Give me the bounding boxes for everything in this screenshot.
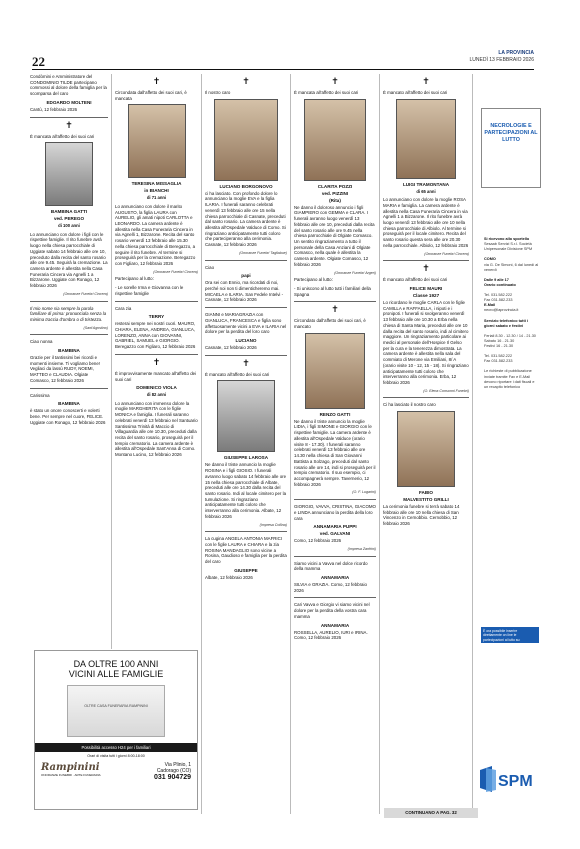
column-2 [115, 74, 198, 461]
ad-headline: DA OLTRE 100 ANNI [73, 659, 159, 669]
ad-address: Via Plinio, 1 [164, 762, 191, 768]
column-1 [30, 74, 108, 428]
column-divider [379, 74, 380, 814]
notice-text: Cari Vavva e Giorgio vi siamo vicini nel dolore per la perdita della vostra cara mamma [294, 602, 370, 619]
divider [383, 397, 469, 398]
office-address: via G. De Simoni, 6 dal lunedì al venerdì [484, 262, 539, 272]
spm-logo-text: SPM [498, 773, 533, 790]
notice-signature: Cantù, 12 febbraio 2026 [30, 106, 78, 112]
paper-name: LA PROVINCIA [498, 50, 534, 56]
notice-text: Siamo vicini a Vavva nel dolce ricordo della mamma [294, 560, 368, 572]
notice-text: Condòmini e Amministratore del CONDOMINIO TILDE partecipano commossi al dolore della famiglia per la scomparsa del caro [30, 74, 107, 97]
notice-intro: È mancato all'affetto dei suoi cari [383, 277, 448, 283]
deceased-photo [128, 104, 186, 178]
notice-signature: ROSSELLA, AURELIO, IURI e IRINA. Como, 12 febbraio 2026 [294, 629, 368, 641]
deceased-name: LUIGI TRAMONTANA [402, 181, 450, 187]
ad-headline-2: VICINI ALLE FAMIGLIE [68, 669, 164, 679]
notice-text: Ne danno il doloroso annuncio i figli GIAMPIERO con GEMMA e CLARA. I funerali avranno luogo venerdì 13 febbraio alle ore 10, preceduti dalla recita del santo rosario alle ore 9.45 nella chiesa parrocchiale di Olgiate Comasco. Un sentito ringraziamento a tutto il personale della Casa Anziani di Olgiate Comasco, nella quale è allestita la camera ardente. Olgiate Comasco, 12 febbraio 2026 [294, 204, 375, 267]
column-3 [205, 74, 287, 584]
deceased-age: di 71 anni [146, 195, 167, 201]
phone[interactable]: Tel. 031.582.222 [484, 293, 513, 297]
deceased-surname: in BIANCHI [144, 188, 169, 194]
times-saturday: Sabato 16 - 21.30 [484, 338, 515, 343]
funeral-agency: (Onoranze Funebri Argeri) [334, 270, 376, 275]
notice-intro: È mancato all'affetto dei suoi cari [205, 371, 270, 377]
phone-service-title: Servizio telefonico tutti i giorni sabato e festivi [484, 318, 528, 328]
deceased-photo [45, 142, 93, 206]
issue-date: LUNEDÌ 13 FEBBRAIO 2026 [469, 56, 534, 63]
funeral-agency: (O. F. Lugarini) [352, 490, 376, 495]
notice-signature: Albate, 12 febbraio 2026 [205, 574, 253, 580]
notice-signature: Como, 12 febbraio 2026 [294, 538, 342, 544]
spm-logo [478, 764, 542, 794]
ad-brand-sub: ONORANZE FUNEBRI · ARTE FUNERARIA [41, 773, 101, 777]
ad-phone: 031 904729 [154, 774, 191, 781]
cross-icon: ✝ [242, 77, 250, 87]
divider [30, 117, 108, 118]
online-note: È ora possibile inserire direttamente on line le partecipazioni al lutto su: [481, 627, 539, 643]
participation-label: Partecipano al lutto: [294, 277, 333, 283]
notice-signature: Casnate, 12 febbraio 2026 [205, 344, 257, 350]
divider [383, 260, 469, 261]
divider [294, 499, 376, 500]
masthead [470, 50, 534, 63]
deceased-class: Classe 1927 [412, 292, 440, 298]
funeral-home-ad [34, 650, 198, 810]
notice-text: Lo ricordano le moglie CARLA con le figlie CAMILLA e RAFFAELLA, i nipoti e i pronipoti. I funerali si svolgeranno venerdì 13 febbraio alle ore 10.30 a Erba nella chiesa di Santa Maria, preceduti alle ore 10 dalla recita del santo rosario, indi al cimitero maggiore. Un ringraziamento particolare ai medici al personale dell'Hospice Il Gelso per la cura e la tenerezza dimostrata. La camera ardente è allestita nella sala del commiato di Merone via Emiliani, 8/ A (orario visite 10 - 12, 15 - 18). Si ringraziano anticipatamente tutti coloro che interverranno alla cerimonia. Erba, 12 febbraio 2026 [383, 299, 469, 385]
notice-intro: Cara zia [115, 305, 132, 311]
ad-hours: Orari di visita tutti i giorni 8:00-18:00 [87, 754, 145, 758]
ad-brand: Rampinini [41, 762, 100, 773]
contact-info [484, 237, 539, 395]
deceased-name: DOMENICO VIOLA [136, 385, 177, 391]
divider [205, 531, 287, 532]
continue-link[interactable]: CONTINUANO A PAG. 32 [384, 808, 478, 818]
ad-city: Cadorago (CO) [156, 768, 191, 774]
deceased-name: TERRY [148, 314, 165, 320]
divider [294, 597, 376, 598]
notice-text: La cugina ANGELA ANTONIA MAFRICI con le figlie LAURA e CHIARA e la zia ROSINA MANDAGLIO sono vicine a Rosina, Gaudioso e famiglia per la perdita del caro [205, 536, 287, 565]
deceased-age: di 100 anni [58, 223, 80, 229]
email-link[interactable]: necro@laprovincia.it [484, 308, 519, 313]
deceased-name: TERESINA MISSAGLIA [131, 181, 182, 187]
notice-text: Lo annunciano con dolore i figli con le rispettive famiglie. Il rito funebre avrà luogo nella chiesa parrocchiale di Uggiate sabato 14 febbraio alle ore 10, preceduto dalla recita del santo rosario alle ore 9.45. Seguirà la cremazione. La camera ardente è allestita nella Casa Funeraria Cincera via Agnelli 1 a Bizzarone. Uggiate con Ronago, 12 febbraio 2026 [30, 231, 108, 289]
office-hours: Dalle 9 alle 17 [484, 277, 509, 282]
column-divider [290, 74, 291, 814]
requests-note: Le richieste di pubblicazione inviate tramite Fax e E-Mail devono riportare i dati fiscali e un recapito telefonico [484, 369, 535, 389]
notice-text: Ne danno il triste annuncio la moglie LIDIA, i figli SIMONE e GIORGIO con le rispettive famiglie. La camera ardente è allestita all'Ospedale Valduce (orario visite 8 - 17.30). I funerali saranno celebrati venerdì 13 febbraio alle ore 14.30 nella chiesa di San Giovanni Battista a Solzago, preceduti dal santo rosario alle ore 14, indi si proseguirà per il tempio crematorio. Il suo esempio, ci accompagnerà sempre. Tavernerio, 12 febbraio 2026 [294, 418, 376, 487]
cross-icon: ✝ [152, 77, 161, 87]
divider [294, 556, 376, 557]
notice-intro: Carissima [30, 392, 50, 398]
fax: Fax 031.582.233 [484, 298, 513, 303]
deceased-name: GIUSEPPE LAROSA [223, 455, 269, 461]
deceased-photo [214, 99, 278, 181]
deceased-photo [305, 333, 365, 409]
notice-text: resterai sempre nei nostri cuori. MAURO, CHIARA, ELENA, ANDREA, GIANLUCA, LORENZO, ANNA con GIOVANNI, GABRIEL, SAMUEL e GIORGIO. Beregazzo con Figliaro, 12 febbraio 2026 [115, 321, 196, 350]
notice-intro: Circondato dall'affetto dei suoi cari, è mancato [294, 318, 366, 330]
divider [205, 260, 287, 261]
deceased-name: papi [241, 273, 251, 279]
participation-text: - Le sorelle Irma e Giovanna con le rispettive famiglie [115, 285, 184, 296]
notice-text: ci ha lasciato. Con profondo dolore lo annunciano la moglie EVA e la figlia ILARIA. I funerali saranno celebrati venerdì 13 febbraio alle ore 15 nella chiesa parrocchiale di Casnate, preceduti dal santo rosario. La camera ardente è allestita all'Ospedale Valduce di Como. Si ringraziano anticipatamente tutti coloro che parteciperanno alla cerimonia. Casnate, 12 febbraio 2026 [205, 190, 286, 248]
funeral-home-image [67, 685, 165, 737]
notice-text: Grazie per il tantissimi bei ricordi e momenti insieme. Ti vogliamo bene! Vegliaci da lassù RUDY, NOEMI, MATTEO e CLAUDIA. Olgiate Comasco, 12 febbraio 2026 [30, 355, 101, 383]
notice-text: Lo annunciano con immenso dolore la moglie MARGHERITA con le figlie MONICA e famiglia. I funerali saranno celebrati venerdì 13 febbraio nel Santuario Santissima Trinità di Maccio di Villaguardia alle ore 10.30, preceduti dalla recita del santo rosario, proseguirà per il tempio crematorio. La camera ardente è allestita all'Ospedale Sant'Anna di Como. Montano Lucino, 12 febbraio 2026 [115, 400, 198, 458]
office-city: COMO [484, 257, 496, 262]
deceased-name: FABIO [418, 490, 434, 496]
notice-intro: È improvvisamente mancato all'affetto dei suoi cari [115, 370, 197, 382]
cross-icon: ✝ [422, 77, 430, 87]
notice-intro: È mancato all'affetto dei suoi cari [383, 90, 448, 95]
deceased-photo [397, 411, 455, 487]
funeral-agency: (Onoranze Funebri Cincera) [424, 251, 469, 256]
funeral-agency: (O. Elena Consonni Funebri) [423, 388, 469, 393]
divider [30, 388, 108, 389]
notice-intro: Circondata dall'affetto dei suoi cari, è mancata [115, 90, 187, 101]
column-divider [111, 74, 112, 649]
fax-2: Fax 031.582.233 [484, 359, 513, 364]
deceased-name: BAMBINA GATTI [50, 209, 88, 215]
reception-text: Sesaab Servizi S.r.l. Società Unipersonale Divisione SPM [484, 242, 533, 252]
header-rule [32, 69, 534, 70]
participation-label: Partecipano al lutto: [115, 276, 154, 282]
cross-icon: ✝ [331, 77, 339, 87]
participation-text: - Si uniscono al lutto tutti i familiari della Spagna [294, 285, 371, 297]
funeral-agency: (Onoranze Funebri Tagliabue) [239, 250, 287, 255]
funeral-agency: (Onoranze Funebri Cincera) [63, 291, 108, 296]
notice-text: è stato un onore conoscerti e volerti bene. Per sempre nel cuore, FELICE. Uggiate con Ronago, 12 febbraio 2026 [30, 408, 106, 425]
notice-intro: Ciao [205, 264, 215, 270]
funeral-agency: (Onoranze Funebri Cincera) [153, 269, 198, 274]
section-title-box [481, 108, 541, 188]
cross-icon: ✝ [152, 357, 161, 368]
deceased-age: di 65 anni [416, 188, 436, 194]
cross-icon: ✝ [242, 358, 250, 369]
deceased-nickname: (Rita) [329, 197, 341, 203]
notice-intro: È mancata all'affetto dei suoi cari [30, 133, 95, 139]
section-title: NECROLOGIE E PARTECIPAZIONI AL LUTTO [484, 123, 538, 144]
deceased-name: ANNAMARIA [320, 574, 350, 580]
deceased-name: EDOARDO MOLTENI [46, 99, 92, 105]
deceased-photo [217, 380, 275, 452]
column-divider [201, 74, 202, 814]
times-holiday: Festivi 16 - 21.30 [484, 344, 514, 348]
deceased-name: RENZO GATTI [319, 411, 351, 417]
notice-text: GIANNI e MARIAGRAZIA con GIANLUCA, FRANCESCA e figlia sono affettuosamente vicini a EVA e ILARIA nel dolore per la perdita del loro caro [205, 312, 287, 335]
notice-text: Lo annunciano con dolore il marito AUGUSTO, la figlia LAURA con AURELIO, gli amati nipoti CARLOTTA e LEONARDO. La camera ardente è allestita nella Casa Funeraria Cincera in via Agnelli 1, Bizzarone. Recita del santo rosario venerdì 13 febbraio alle 15.30 nella chiesa parrocchiale di Beregazzo, a seguire il rito funebre. Al termine si proseguirà per la cremazione. Beregazzo con Figliaro, 12 febbraio 2026 [115, 203, 196, 267]
deceased-name: GIUSEPPE [234, 567, 258, 573]
notice-signature: SILVIA e GRAZIA. Como, 12 febbraio 2026 [294, 581, 367, 593]
column-4 [294, 74, 376, 644]
phone-2[interactable]: Tel. 031.582.222 [484, 354, 513, 359]
email-label: E-Mail [484, 303, 496, 308]
divider [115, 354, 198, 355]
deceased-surname: ved. PEREGO [53, 216, 85, 222]
deceased-photo [304, 99, 366, 181]
house-label: OLTRE CASA FUNERARIA RAMPININI [84, 704, 148, 708]
notice-text: GIORGIO, VAVVA, CRISTINA, GIACOMO e LINDA annunciano la perdita della loro cara [294, 504, 376, 521]
divider [205, 307, 287, 308]
quote-author: (Sant'Agostino) [83, 325, 108, 330]
deceased-name: FELICE MAURI [409, 286, 443, 291]
deceased-name: LUCIANO BORGONOVO [219, 183, 273, 189]
funeral-agency: (Impresa Zanfrini) [347, 546, 376, 551]
deceased-surname: ved. PIZZINI [321, 190, 349, 196]
divider [115, 301, 198, 302]
notice-intro: È mancata all'affetto dei suoi cari [294, 90, 359, 95]
ad-banner: Possibilità accesso H24 per i familiari [35, 743, 197, 752]
notice-text: La cerimonia funebre si terrà sabato 14 febbraio alle ore 10 nella chiesa di San Vincenzo in Cernobbio. Cernobbio, 12 febbraio 2026 [383, 504, 460, 527]
notice-text: Ora sei con Ennio, ma ricordati di noi, perché noi non ti dimenticheremo mai. MICAELA e ILARIA. San Fedele Intelvi - Casnate, 12 febbraio 2026 [205, 280, 284, 303]
funeral-agency: (Impresa Collina) [259, 522, 287, 527]
page-number: 22 [32, 54, 45, 69]
divider [30, 301, 108, 302]
reception-title: Si ricevono allo sportello [484, 237, 530, 241]
deceased-name: ANNAMARIA PUPPI [313, 524, 357, 530]
deceased-photo [396, 99, 456, 179]
notice-intro: Il nostro caro [205, 90, 231, 95]
column-divider [472, 74, 473, 814]
divider [294, 301, 376, 302]
deceased-name: BAMBINA [58, 348, 80, 354]
deceased-name: CLARITA POZZI [317, 183, 353, 189]
deceased-name: BAMBINA [58, 401, 80, 407]
quote-text: Il mio nome sia sempre la parola familiare di prima: pronunciala senza la minima traccia d'ombra o di tristezza. [30, 305, 107, 322]
office-hours-note: Orario continuato [484, 282, 516, 287]
deceased-surname: ved. GALVANI [319, 531, 351, 537]
deceased-age: di 82 anni [146, 392, 167, 398]
notice-intro: Ciao nonna [30, 339, 53, 345]
deceased-name: ANNAMARIA [320, 622, 350, 628]
notice-intro: Ci ha lasciato il nostro caro [383, 402, 436, 408]
column-5 [383, 74, 469, 530]
deceased-name: LUCIANO [235, 337, 257, 343]
cross-icon: ✝ [422, 264, 430, 275]
divider [30, 334, 108, 335]
deceased-surname: MALVESTITO GRILLI [403, 497, 449, 503]
cross-icon: ✝ [331, 305, 339, 316]
cross-icon: ✝ [65, 120, 73, 131]
notice-text: Lo annunciano con dolore la moglie ROSA MARIA e famiglia. La camera ardente è allestita nella Casa Funeraria Cincera in via Agnelli 1 a Bizzarone. Il rito funebre avrà luogo venerdì 13 febbraio alle ore 10 nella chiesa parrocchiale di Albiolo. Al termine si proseguirà per il locale cimitero. Recita del santo rosario questa sera alle ore 20.30 nella parrocchiale. Albiolo, 12 febbraio 2026 [383, 197, 469, 248]
times-weekday: Feriali 8.30 - 12.30 / 14 - 21.30 [484, 333, 536, 338]
divider [205, 355, 287, 356]
notice-text: Ne danno il triste annuncio la moglie ROSINA e i figli GIOSIO. I funerali avranno luogo sabato 14 febbraio alle ore 15 nella chiesa parrocchiale di Albate, preceduti alle ore 14.30 dalla recita del santo rosario. Indi al locale cimitero per la tumulazione. Si ringraziano anticipatamente tutti coloro che interverranno alla cerimonia. Albate, 12 febbraio 2026 [205, 462, 287, 519]
